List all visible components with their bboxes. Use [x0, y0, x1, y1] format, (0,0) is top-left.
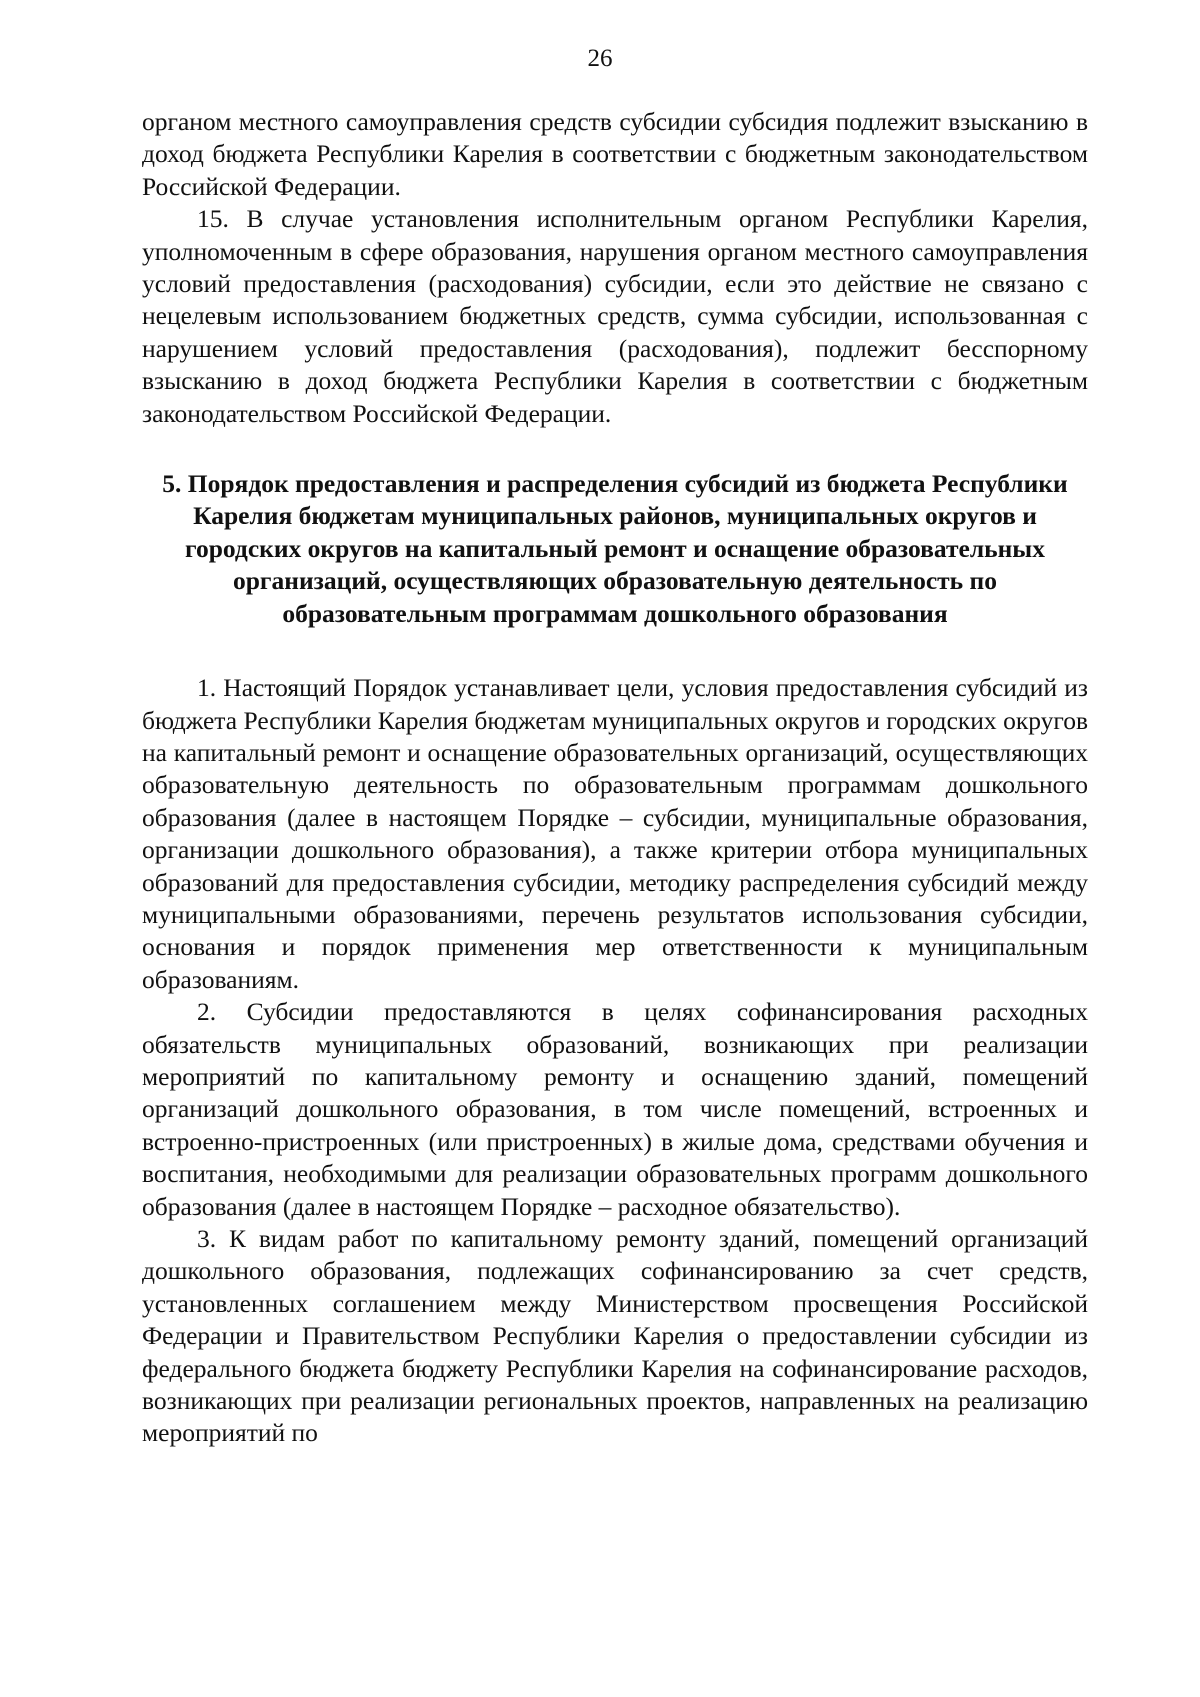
- continued-paragraph: органом местного самоуправления средств субсидии субсидия подлежит взысканию в доход бюджета Республики Карелия в соответствии с бюджетным законодательством Российской Федерации.: [142, 107, 1088, 201]
- page-number: 26: [587, 45, 613, 72]
- paragraph-15: 15. В случае установления исполнительным органом Республики Карелия, уполномоченным в сфере образования, нарушения органом местного самоуправления условий предоставления (расходования) субсидии, если это действие не связано с нецелевым использованием бюджетных средств, сумма субсидии, использованная с нарушением условий предоставления (расходования), подлежит бесспорному взысканию в доход бюджета Республики Карелия в соответствии с бюджетным законодательством Российской Федерации.: [142, 204, 1088, 428]
- document-body: [142, 106, 1088, 1450]
- section-heading: 5. Порядок предоставления и распределения субсидий из бюджета Республики Карелия бюджетам муниципальных районов, муниципальных округов и городских округов на капитальный ремонт и оснащение образовательных организаций, осуществляющих образовательную деятельность по образовательным программам дошкольного образования: [162, 469, 1068, 628]
- section-item-2: 2. Субсидии предоставляются в целях софинансирования расходных обязательств муниципальных образований, возникающих при реализации мероприятий по капитальному ремонту и оснащению зданий, помещений организаций дошкольного образования, в том числе помещений, встроенных и встроенно-пристроенных (или пристроенных) в жилые дома, средствами обучения и воспитания, необходимыми для реализации образовательных программ дошкольного образования (далее в настоящем Порядке – расходное обязательство).: [142, 997, 1088, 1221]
- section-item-3: 3. К видам работ по капитальному ремонту зданий, помещений организаций дошкольного образования, подлежащих софинансированию за счет средств, установленных соглашением между Министерством просвещения Российской Федерации и Правительством Республики Карелия о предоставлении субсидии из федерального бюджета бюджету Республики Карелия на софинансирование расходов, возникающих при реализации региональных проектов, направленных на реализацию мероприятий по: [142, 1224, 1088, 1448]
- section-item-1: 1. Настоящий Порядок устанавливает цели, условия предоставления субсидий из бюджета Республики Карелия бюджетам муниципальных округов и городских округов на капитальный ремонт и оснащение образовательных организаций, осуществляющих образовательную деятельность по образовательным программам дошкольного образования (далее в настоящем Порядке – субсидии, муниципальные образования, организации дошкольного образования), а также критерии отбора муниципальных образований для предоставления субсидии, методику распределения субсидий между муниципальными образованиями, перечень результатов использования субсидии, основания и порядок применения мер ответственности к муниципальным образованиям.: [142, 673, 1088, 994]
